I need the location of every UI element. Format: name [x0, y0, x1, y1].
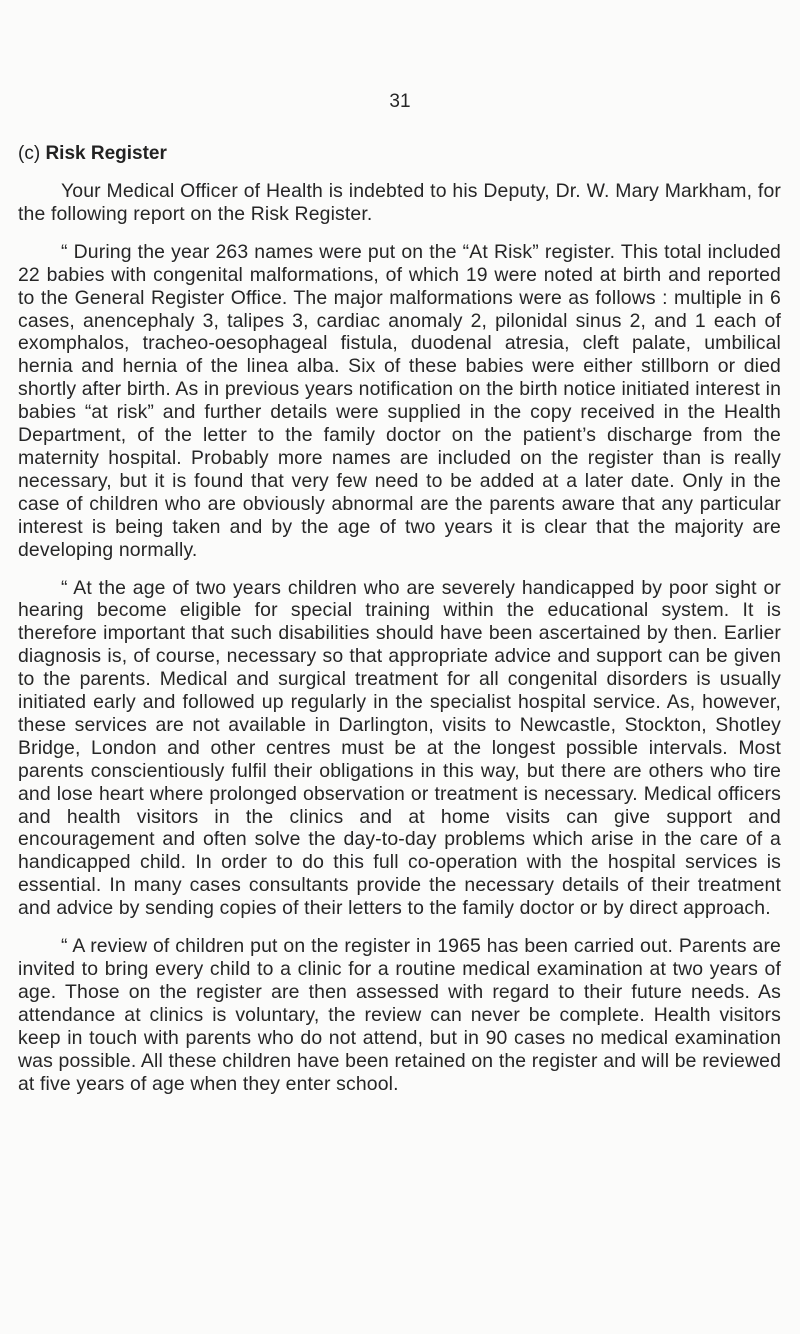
handicapped-children-paragraph: “ At the age of two years children who are severely handicapped by poor sight or hearing become eligible for special training within the educational system. It is therefore important that such disabilities should have been ascertained by then. Earlier diagnosis is, of course, necessary so that appropriate advice and support can be given to the parents. Medical and surgical treatment for all congenital disorders is usually initiated early and followed up regularly in the specialist hospital service. As, however, these services are not available in Darlington, visits to Newcastle, Stockton, Shotley Bridge, London and other centres must be at the longest possible intervals. Most parents conscientiously fulfil their obligations in this way, but there are others who tire and lose heart where prolonged observation or treatment is necessary. Medical officers and health visitors in the clinics and at home visits can give support and encouragement and often solve the day-to-day problems which arise in the care of a handicapped child. In order to do this full co-operation with the hospital services is essential. In many cases consultants provide the necessary details of their treatment and advice by sending copies of their letters to the family doctor or by direct approach.	[18, 576, 781, 920]
section-label: (c)	[18, 143, 41, 164]
report-body	[18, 180, 781, 1110]
section-title: Risk Register	[45, 143, 167, 164]
intro-paragraph: Your Medical Officer of Health is indebted to his Deputy, Dr. W. Mary Markham, for the following report on the Risk Register.	[18, 180, 781, 225]
section-heading	[18, 143, 167, 165]
review-paragraph: “ A review of children put on the register in 1965 has been carried out. Parents are invited to bring every child to a clinic for a routine medical examination at two years of age. Those on the register are then assessed with regard to their future needs. As attendance at clinics is voluntary, the review can never be complete. Health visitors keep in touch with parents who do not attend, but in 90 cases no medical examination was possible. All these children have been retained on the register and will be reviewed at five years of age when they enter school.	[18, 935, 781, 1095]
page-number: 31	[389, 91, 411, 112]
register-summary-paragraph: “ During the year 263 names were put on the “At Risk” register. This total included 22 babies with congenital malformations, of which 19 were noted at birth and reported to the General Register Office. The major malformations were as follows : multiple in 6 cases, anencephaly 3, talipes 3, cardiac anomaly 2, pilonidal sinus 2, and 1 each of exomphalos, tracheo-oesophageal fistula, duodenal atresia, cleft palate, umbilical hernia and hernia of the linea alba. Six of these babies were either stillborn or died shortly after birth. As in previous years notification on the birth notice initiated interest in babies “at risk” and further details were supplied in the copy received in the Health Department, of the letter to the family doctor on the patient’s discharge from the maternity hospital. Probably more names are included on the register than is really necessary, but it is found that very few need to be added at a later date. Only in the case of children who are obviously abnormal are the parents aware that any particular interest is being taken and by the age of two years it is clear that the majority are developing normally.	[18, 240, 781, 561]
